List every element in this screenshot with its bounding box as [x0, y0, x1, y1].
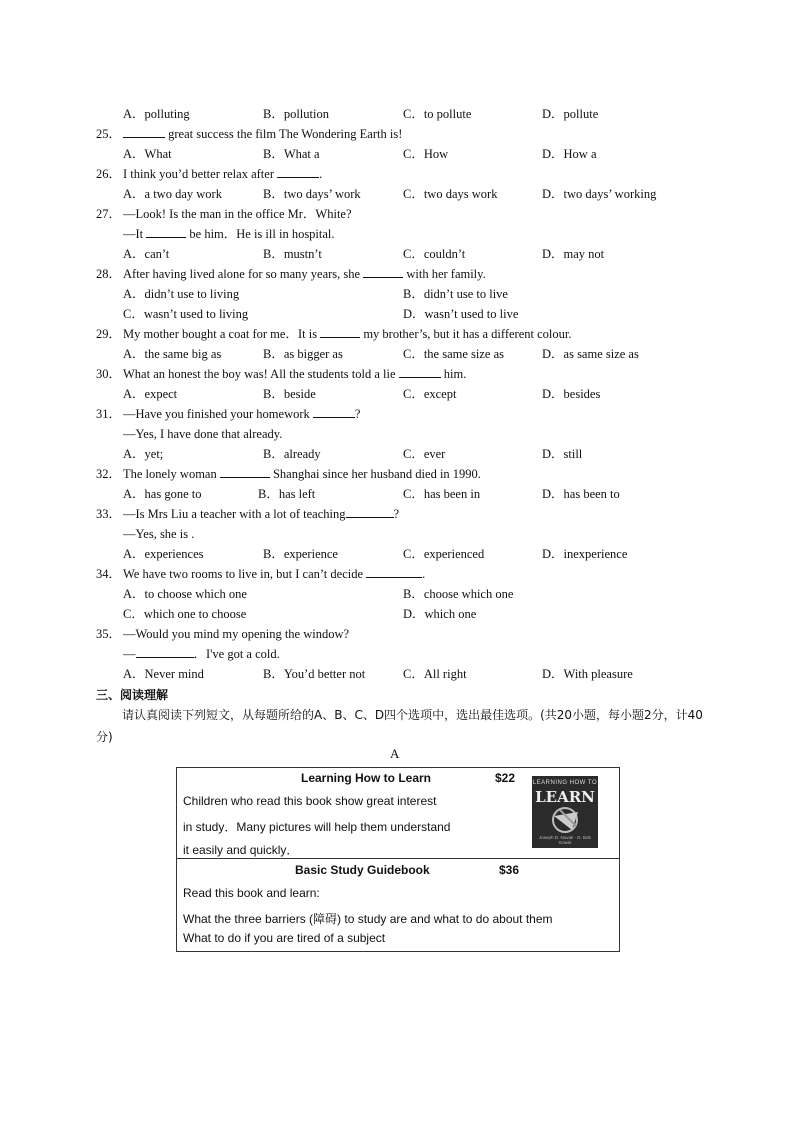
- answer-blank[interactable]: [277, 165, 319, 178]
- answer-blank[interactable]: [363, 265, 403, 278]
- q28-option-a[interactable]: A．didn’t use to living: [123, 287, 240, 301]
- q31-option-c[interactable]: C．ever: [403, 447, 446, 461]
- question-text: —Have you finished your homework ?: [123, 407, 361, 421]
- q24-option-c[interactable]: C．to pollute: [403, 107, 472, 121]
- answer-blank[interactable]: [366, 565, 422, 578]
- section-heading: 三、阅读理解: [96, 688, 169, 702]
- q29-option-c[interactable]: C．the same size as: [403, 347, 505, 361]
- book2-desc-line: What to do if you are tired of a subject: [183, 931, 386, 945]
- answer-blank[interactable]: [220, 465, 270, 478]
- q28-option-c[interactable]: C．wasn’t used to living: [123, 307, 249, 321]
- q34-option-a[interactable]: A．to choose which one: [123, 587, 247, 601]
- book1-price: $22: [495, 771, 516, 785]
- q35-option-b[interactable]: B．You’d better not: [263, 667, 366, 681]
- table-divider: [177, 858, 619, 859]
- answer-blank[interactable]: [346, 505, 394, 518]
- q30-option-d[interactable]: D．besides: [542, 387, 601, 401]
- q25-option-b[interactable]: B．What a: [263, 147, 320, 161]
- q32-option-c[interactable]: C．has been in: [403, 487, 481, 501]
- book-cover-authors: Joseph D. Novak · D. Bob Gowin: [538, 835, 592, 845]
- question-text: I think you’d better relax after .: [123, 167, 323, 181]
- q25-option-d[interactable]: D．How a: [542, 147, 597, 161]
- book-cover-title: LEARN: [535, 788, 595, 806]
- answer-blank[interactable]: [123, 125, 165, 138]
- question-text: —Yes, she is .: [123, 527, 195, 541]
- q28-option-d[interactable]: D．wasn’t used to live: [403, 307, 519, 321]
- q29-option-a[interactable]: A．the same big as: [123, 347, 222, 361]
- q33-option-c[interactable]: C．experienced: [403, 547, 485, 561]
- q26-option-d[interactable]: D．two days’ working: [542, 187, 657, 201]
- question-text: My mother bought a coat for me．It is my brother’s, but it has a different colour.: [123, 327, 572, 341]
- question-text: What an honest the boy was! All the students told a lie him.: [123, 367, 467, 381]
- answer-blank[interactable]: [320, 325, 360, 338]
- question-number: 25．: [96, 127, 122, 141]
- q25-option-c[interactable]: C．How: [403, 147, 449, 161]
- question-number: 29．: [96, 327, 122, 341]
- question-number: 31．: [96, 407, 122, 421]
- q26-option-a[interactable]: A．a two day work: [123, 187, 222, 201]
- question-text: —It be him．He is ill in hospital.: [123, 227, 335, 241]
- book1-title: Learning How to Learn: [301, 771, 432, 785]
- question-number: 32．: [96, 467, 122, 481]
- q28-option-b[interactable]: B．didn’t use to live: [403, 287, 508, 301]
- question-text: —Is Mrs Liu a teacher with a lot of teaching ?: [123, 507, 400, 521]
- q33-option-d[interactable]: D．inexperience: [542, 547, 628, 561]
- q30-option-a[interactable]: A．expect: [123, 387, 178, 401]
- q35-option-c[interactable]: C．All right: [403, 667, 467, 681]
- question-number: 28．: [96, 267, 122, 281]
- question-text: —Look! Is the man in the office Mr．White?: [123, 207, 352, 221]
- question-number: 34．: [96, 567, 122, 581]
- q27-option-b[interactable]: B．mustn’t: [263, 247, 322, 261]
- question-text: —Would you mind my opening the window?: [123, 627, 350, 641]
- q31-option-d[interactable]: D．still: [542, 447, 583, 461]
- question-text: —Yes, I have done that already.: [123, 427, 283, 441]
- book2-desc-line: What the three barriers (障碍) to study are and what to do about them: [183, 912, 553, 926]
- answer-blank[interactable]: [313, 405, 355, 418]
- book-ad-table: [176, 767, 620, 952]
- q35-option-a[interactable]: A．Never mind: [123, 667, 204, 681]
- question-text: great success the film The Wondering Earth is!: [123, 125, 402, 143]
- question-number: 35．: [96, 627, 122, 641]
- question-number: 30．: [96, 367, 122, 381]
- q34-option-b[interactable]: B．choose which one: [403, 587, 514, 601]
- q26-option-c[interactable]: C．two days work: [403, 187, 498, 201]
- answer-blank[interactable]: [146, 225, 186, 238]
- q34-option-d[interactable]: D．which one: [403, 607, 477, 621]
- q24-option-d[interactable]: D．pollute: [542, 107, 599, 121]
- q32-option-a[interactable]: A．has gone to: [123, 487, 202, 501]
- q33-option-a[interactable]: A．experiences: [123, 547, 204, 561]
- q25-option-a[interactable]: A．What: [123, 147, 172, 161]
- question-text: The lonely woman Shanghai since her husband died in 1990.: [123, 467, 481, 481]
- q33-option-b[interactable]: B．experience: [263, 547, 338, 561]
- book2-desc-line: Read this book and learn:: [183, 886, 320, 900]
- q30-option-c[interactable]: C．except: [403, 387, 457, 401]
- q31-option-b[interactable]: B．already: [263, 447, 321, 461]
- q29-option-b[interactable]: B．as bigger as: [263, 347, 343, 361]
- question-number: 26．: [96, 167, 122, 181]
- q29-option-d[interactable]: D．as same size as: [542, 347, 639, 361]
- q30-option-b[interactable]: B．beside: [263, 387, 316, 401]
- q24-option-a[interactable]: A．polluting: [123, 107, 190, 121]
- book1-desc-line: Children who read this book show great interest: [183, 794, 437, 808]
- book-cover-image: [532, 776, 598, 848]
- q31-option-a[interactable]: A．yet;: [123, 447, 164, 461]
- section-instruction: 请认真阅读下列短文，从每题所给的A、B、C、D四个选项中，选出最佳选项。(共20小题，每小题2分，计40分): [96, 708, 703, 744]
- book-cover-subtitle: LEARNING HOW TO: [532, 780, 598, 786]
- q27-option-a[interactable]: A．can’t: [123, 247, 170, 261]
- question-text: — ．I've got a cold.: [123, 647, 280, 661]
- passage-label: A: [390, 746, 400, 761]
- q27-option-c[interactable]: C．couldn’t: [403, 247, 466, 261]
- question-number: 33．: [96, 507, 122, 521]
- q35-option-d[interactable]: D．With pleasure: [542, 667, 633, 681]
- answer-blank[interactable]: [136, 645, 194, 658]
- book1-desc-line: in study．Many pictures will help them understand: [183, 820, 451, 834]
- book1-desc-line: it easily and quickly．: [183, 843, 299, 857]
- q24-option-b[interactable]: B．pollution: [263, 107, 329, 121]
- q32-option-b[interactable]: B．has left: [258, 487, 316, 501]
- question-text: After having lived alone for so many years, she with her family.: [123, 267, 486, 281]
- book2-price: $36: [499, 863, 520, 877]
- question-text: We have two rooms to live in, but I can’t decide .: [123, 567, 426, 581]
- answer-blank[interactable]: [399, 365, 441, 378]
- book2-title: Basic Study Guidebook: [295, 863, 430, 877]
- q27-option-d[interactable]: D．may not: [542, 247, 605, 261]
- question-number: 27．: [96, 207, 122, 221]
- q32-option-d[interactable]: D．has been to: [542, 487, 620, 501]
- q34-option-c[interactable]: C．which one to choose: [123, 607, 247, 621]
- q26-option-b[interactable]: B．two days’ work: [263, 187, 361, 201]
